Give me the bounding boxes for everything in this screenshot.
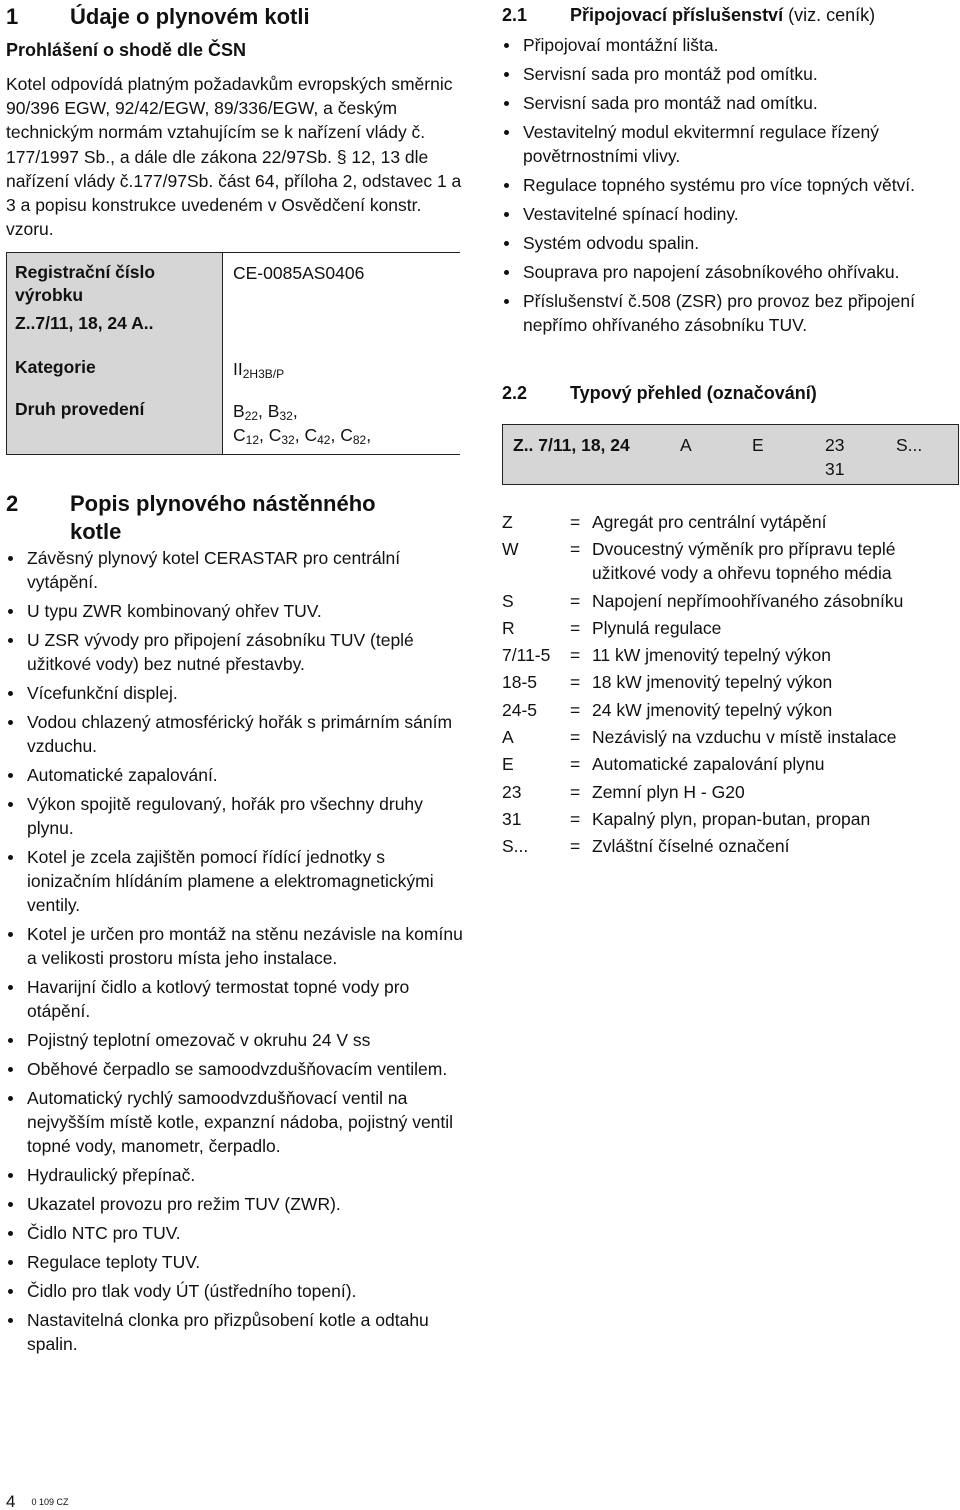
legend-code: 24-5 (502, 699, 538, 720)
legend-description: Nezávislý na vzduchu v místě instalace (592, 727, 897, 748)
legend-row (502, 807, 954, 831)
type-cell-model: Z.. 7/11, 18, 24 (513, 435, 630, 455)
page-number: 4 (6, 1492, 16, 1510)
legend-description: 11 kW jmenovitý tepelný výkon (592, 645, 831, 666)
legend-code: 18-5 (502, 672, 538, 693)
feature-item: Regulace teploty TUV. (6, 1250, 468, 1274)
feature-item: Čidlo NTC pro TUV. (6, 1221, 468, 1245)
type-token: , C (294, 425, 318, 445)
feature-item: Vícefunkční displej. (6, 681, 468, 705)
legend-equals: = (570, 512, 581, 532)
legend-row (502, 589, 954, 613)
legend-equals: = (570, 836, 581, 857)
type-token: B (233, 401, 245, 421)
legend-row (502, 752, 954, 776)
accessories-list (502, 33, 954, 342)
legend-row (502, 537, 954, 585)
type-sub: 42 (317, 433, 331, 447)
accessory-item: Regulace topného systému pro více topných větví. (502, 173, 954, 197)
category-label: Kategorie (15, 357, 96, 377)
legend-row (502, 616, 954, 640)
registration-number: CE-0085AS0406 (233, 263, 365, 283)
legend-description: 24 kW jmenovitý tepelný výkon (592, 699, 833, 720)
legend-description: Plynulá regulace (592, 617, 722, 638)
legend-code: 31 (502, 808, 522, 829)
feature-item: Automatické zapalování. (6, 763, 468, 787)
feature-item: Pojistný teplotní omezovač v okruhu 24 V ss (6, 1028, 468, 1052)
legend-description: 18 kW jmenovitý tepelný výkon (592, 672, 833, 693)
type-token: , C (259, 425, 282, 445)
section-2-1-number: 2.1 (502, 5, 528, 25)
legend-equals: = (570, 754, 581, 775)
legend-description: Agregát pro centrální vytápění (592, 512, 827, 532)
accessory-item: Souprava pro napojení zásobníkového ohřívaku. (502, 260, 954, 284)
registration-table (6, 252, 460, 455)
boiler-features-list (6, 546, 468, 1361)
type-cell-gas: 23 31 (825, 435, 845, 479)
declaration-text: Kotel odpovídá platným požadavkům evropských směrnic 90/396 EGW, 92/42/EGW, 89/336/EGW, a českým technickým normám vztahujícím se k nařízení vlády č. 177/1997 Sb., a dále dle zákona 22/97Sb. § 12, 13 dle nařízení vlády č.177/97Sb. část 64, příloha 2, odstavec 1 a 3 a popisu konstrukce uvedeném v Osvědčení konstr. vzoru. (6, 74, 462, 240)
feature-item: Výkon spojitě regulovaný, hořák pro všechny druhy plynu. (6, 792, 468, 840)
legend-row (502, 670, 954, 694)
type-sub: 12 (245, 433, 259, 447)
section-2-title: Popis plynového nástěnného kotle (70, 491, 376, 544)
feature-item: Havarijní čidlo a kotlový termostat topné vody pro otápění. (6, 975, 468, 1023)
category-value (233, 357, 284, 381)
accessory-item: Servisní sada pro montáž pod omítku. (502, 62, 954, 86)
legend-code: 7/11-5 (502, 645, 551, 666)
type-label: Druh provedení (15, 399, 145, 419)
type-sub: 22 (244, 409, 259, 423)
type-token: , C (330, 425, 353, 445)
legend-equals: = (570, 617, 581, 638)
section-1-heading (6, 4, 310, 30)
category-sub: 2H3B/P (242, 367, 285, 381)
legend-row (502, 834, 954, 858)
registration-values-cell (222, 253, 460, 454)
registration-models: Z..7/11, 18, 24 A.. (15, 313, 154, 333)
feature-item: Hydraulický přepínač. (6, 1163, 468, 1187)
accessory-item: Servisní sada pro montáž nad omítku. (502, 91, 954, 115)
feature-item: Nastavitelná clonka pro přizpůsobení kotle a odtahu spalin. (6, 1308, 468, 1356)
category-main: II (233, 359, 243, 379)
legend-description: Kapalný plyn, propan-butan, propan (592, 808, 871, 829)
type-sub: 32 (279, 409, 293, 423)
feature-item: Závěsný plynový kotel CERASTAR pro centrální vytápění. (6, 546, 468, 594)
type-values-line-1 (233, 399, 298, 423)
type-designation-table (502, 424, 959, 485)
accessory-item: Vestavitelné spínací hodiny. (502, 202, 954, 226)
feature-item: U typu ZWR kombinovaný ohřev TUV. (6, 599, 468, 623)
section-1-title: Údaje o plynovém kotli (70, 4, 310, 29)
legend-row (502, 780, 954, 804)
legend-description: Napojení nepřímoohřívaného zásobníku (592, 590, 904, 611)
section-2-2-title: Typový přehled (označování) (570, 383, 817, 403)
legend-equals: = (570, 645, 581, 666)
feature-item: Automatický rychlý samoodvzdušňovací ventil na nejvyšším místě kotle, expanzní nádoba, pojistný ventil topné vody, manometr, čerpadlo. (6, 1086, 468, 1158)
legend-code: E (502, 754, 514, 775)
legend-equals: = (570, 727, 581, 748)
type-cell-a: A (680, 435, 692, 455)
legend-row (502, 510, 954, 534)
section-1-number: 1 (6, 4, 19, 29)
page-footer (6, 1492, 69, 1510)
accessory-item: Vestavitelný modul ekvitermní regulace řízený povětrnostními vlivy. (502, 120, 954, 168)
legend-description: Dvoucestný výměník pro přípravu teplé užitkové vody a ohřevu topného média (592, 539, 896, 584)
legend-code: A (502, 727, 514, 748)
legend-row (502, 698, 954, 722)
legend-equals: = (570, 781, 581, 802)
section-2-2-number: 2.2 (502, 383, 528, 403)
legend-code: S... (502, 836, 529, 857)
feature-item: Vodou chlazený atmosférický hořák s primárním sáním vzduchu. (6, 710, 468, 758)
section-2-1-heading (502, 5, 875, 26)
registration-label: Registrační číslo výrobku (15, 262, 156, 305)
section-2-1-title: Připojovací příslušenství (570, 5, 784, 25)
type-cell-e: E (752, 435, 764, 455)
type-values-line-2 (233, 423, 371, 447)
legend-code: 23 (502, 781, 522, 802)
legend-equals: = (570, 539, 581, 560)
type-cell-s: S... (896, 435, 923, 455)
document-code: 0 109 CZ (31, 1497, 69, 1507)
legend-code: W (502, 539, 519, 560)
feature-item: Kotel je zcela zajištěn pomocí řídící jednotky s ionizačním hlídáním plamene a elektromagnetickými ventily. (6, 845, 468, 917)
accessory-item: Systém odvodu spalin. (502, 231, 954, 255)
type-token: , (366, 425, 372, 445)
type-token: , (292, 401, 298, 421)
type-token: , B (258, 401, 280, 421)
feature-item: Ukazatel provozu pro režim TUV (ZWR). (6, 1192, 468, 1216)
feature-item: Čidlo pro tlak vody ÚT (ústředního topení). (6, 1279, 468, 1303)
section-2-1-note: (viz. ceník) (788, 5, 876, 25)
legend-description: Zvláštní číselné označení (592, 836, 790, 857)
declaration-subtitle: Prohlášení o shodě dle ČSN (6, 40, 247, 60)
feature-item: Kotel je určen pro montáž na stěnu nezávisle na komínu a velikosti prostoru místa jeho instalace. (6, 922, 468, 970)
legend-code: R (502, 617, 515, 638)
accessory-item: Připojovaí montážní lišta. (502, 33, 954, 57)
legend-description: Zemní plyn H - G20 (592, 781, 745, 802)
legend-row (502, 725, 954, 749)
type-token: C (233, 425, 246, 445)
legend-row (502, 643, 954, 667)
legend-equals: = (570, 808, 581, 829)
legend-description: Automatické zapalování plynu (592, 754, 825, 775)
feature-item: U ZSR vývody pro připojení zásobníku TUV (teplé užitkové vody) bez nutné přestavby. (6, 628, 468, 676)
accessory-item: Příslušenství č.508 (ZSR) pro provoz bez připojení nepřímo ohřívaného zásobníku TUV. (502, 289, 954, 337)
type-sub: 82 (352, 433, 367, 447)
legend-equals: = (570, 672, 581, 693)
type-legend (502, 510, 954, 862)
type-sub: 32 (281, 433, 295, 447)
section-2-2-heading (502, 383, 817, 404)
legend-code: Z (502, 512, 513, 532)
feature-item: Oběhové čerpadlo se samoodvzdušňovacím ventilem. (6, 1057, 468, 1081)
legend-code: S (502, 590, 514, 611)
section-2-number: 2 (6, 491, 19, 516)
legend-equals: = (570, 699, 581, 720)
legend-equals: = (570, 590, 581, 611)
